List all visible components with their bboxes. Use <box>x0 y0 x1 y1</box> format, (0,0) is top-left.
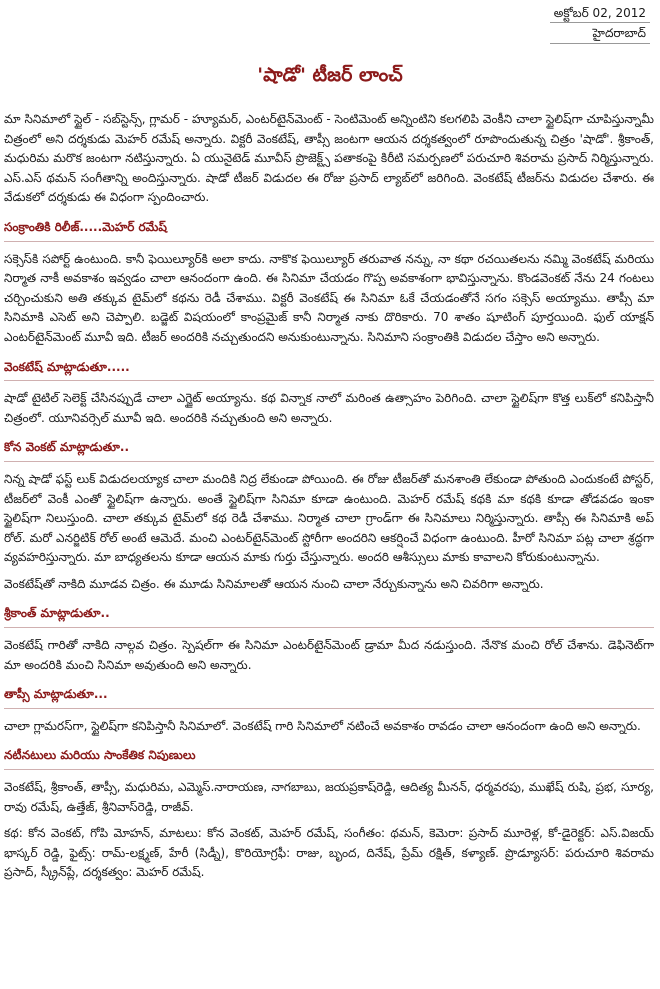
section-paragraph: షాడో టైటిల్ సెలెక్ట్ చేసినప్పుడే చాలా ఎగ్జైట్ అయ్యాను. కథ విన్నాక నాలో మరింత ఉత్సాహం పెరిగింది. చాలా స్టైలిష్‌గా కొత్త లుక్‌లో కనిపిస్తానీ చిత్రంలో. యూనివర్సెల్ మూవీ ఇది. అందరికి నచ్చుతుంది అని అన్నారు. <box>4 391 654 425</box>
section-paragraph: సక్సెస్‌కి సపోర్ట్ ఉంటుంది. కానీ ఫెయిల్యూర్‌కి అలా కాదు. నాకొక ఫెయిల్యూర్ తరువాత నన్ను, నా కథా రచయితలను నమ్మి వెంకటేష్ మరియు నిర్మాత నాకీ అవకాశం ఇవ్వడం చాలా ఆనందంగా ఉంది. ఈ సినిమా చేయడం గొప్ప అవకాశంగా భావిస్తున్నాను. కొండవెంకట్ నేను 24 గంటలు చర్చించుకుని అతి తక్కువ టైమ్‌లో కథను రెడీ చేశాము. విక్టరీ వెంకటేష్ ఈ సినిమా ఓకే చేయడంతోనే సగం సక్సెస్ అయ్యాము. తాప్సీ మా సినిమాకి ఎసెట్ అని చెప్పాలి. బడ్జెట్ విషయంలో కాంప్రమైజ్ కానీ నిర్మాత నాకు దొరికారు. 70 శాతం షూటింగ్ పూర్తయింది. ఫుల్ యాక్షన్ ఎంటర్‌టైన్‌మెంట్ మూవీ ఇది. టీజర్ అందరికి నచ్చుతుందని అనుకుంటున్నాను. సినిమాని సంక్రాంతికి విడుదల చేస్తాం అని అన్నారు. <box>4 251 654 344</box>
intro-paragraph: మా సినిమాలో స్టైల్ - సబ్‌స్టెన్స్, గ్లామర్ - హ్యూమర్, ఎంటర్‌టైన్‌మెంట్ - సెంటిమెంట్ అన్నింటిని కలగలిపి వెంకీని చాలా స్టైలిష్‌గా చూపిస్తున్నామీ చిత్రంలో అని దర్శకుడు మెహర్ రమేష్ అన్నారు. విక్టరీ వెంకటేష్, తాప్సీ జంటగా ఆయన దర్శకత్వంలో రూపొందుతున్న చిత్రం 'షాడో'. శ్రీకాంత్, మధురిమ మరొక జంటగా నటిస్తున్నారు. ఏ యునైటెడ్ మూవీస్ ప్రొజెక్ట్స్ పతాకంపై కిరీటి సమర్పణలో పరుచూరి శివరామ ప్రసాద్ నిర్మిస్తున్నారు. ఎస్.ఎస్ థమన్ సంగీతాన్ని అందిస్తున్నారు. షాడో టీజర్ విడుదల ఈ రోజు ప్రసాద్ ల్యాబ్‌లో జరిగింది. వెంకటేష్ టీజర్‌ను విడుదల చేశారు. ఈ వేడుకలో దర్శకుడు ఈ విధంగా స్పందించారు. <box>4 112 654 205</box>
date-divider <box>550 22 650 23</box>
section-kona-venkat <box>4 438 654 594</box>
section-venkatesh <box>4 358 654 429</box>
section-paragraph: వెంకటేష్ గారితో నాకిది నాల్గవ చిత్రం. స్పెషల్‌గా ఈ సినిమా ఎంటర్‌టైన్‌మెంట్ డ్రామా మీద నడుస్తుంది. నేనొక మంచి రోల్ చేశాను. డెఫినెట్‌గా మా అందరికి మంచి సినిమా అవుతుంది అని అన్నారు. <box>4 638 654 672</box>
cast-list: వెంకటేష్, శ్రీకాంత్, తాప్సీ, మధురిమ, ఎమ్మెస్.నారాయణ, నాగబాబు, జయప్రకాష్‌రెడ్డి, ఆదిత్య మీనన్, ధర్మవరపు, ముఖేష్ రుషి, ప్రభ, సూర్య, రావు రమేష్, ఉత్తేజ్, శ్రీనివాస్‌రెడ్డి, రాజీవ్. <box>4 780 654 814</box>
section-taapsee <box>4 685 654 736</box>
section-heading: శ్రీకాంత్ మాట్లాడుతూ.. <box>4 604 654 628</box>
article-title: 'షాడో' టీజర్ లాంచ్ <box>257 64 403 86</box>
section-paragraph: చాలా గ్లామరస్‌గా, స్టైలిష్‌గా కనిపిస్తానీ సినిమాలో. వెంకటేష్ గారి సినిమాలో నటించే అవకాశం రావడం చాలా ఆనందంగా ఉంది అని అన్నారు. <box>4 718 641 733</box>
section-srikanth <box>4 604 654 675</box>
place-divider <box>550 43 650 44</box>
crew-list: కథ: కోన వెంకట్, గోపి మోహన్, మాటలు: కోన వెంకట్, మెహర్ రమేష్, సంగీతం: థమన్, కెమెరా: ప్రసాద్ మూరెళ్ల, కో-డైరెక్టర్: ఎస్.విజయ్ భాస్కర్ రెడ్డి, ఫైట్స్: రామ్-లక్ష్మణ్, హేరీ (సిడ్నీ), కొరియోగ్రఫీ: రాజు, బృంద, దినేష్, ప్రేమ్ రక్షిత్, కళ్యాణ్. ప్రొడ్యూసర్: పరుచూరి శివరామ ప్రసాద్, స్క్రీన్‌ప్లే, దర్శకత్వం: మెహర్ రమేష్. <box>4 826 654 880</box>
section-paragraph: వెంకటేష్‌తో నాకిది మూడవ చిత్రం. ఈ మూడు సినిమాలతో ఆయన నుంచి చాలా నేర్చుకున్నాను అని చివరిగా అన్నారు. <box>4 576 544 591</box>
article-body <box>4 110 654 890</box>
article-place: హైదరాబాద్ <box>592 26 646 40</box>
dateline <box>554 3 646 43</box>
section-cast-crew <box>4 746 654 883</box>
section-heading: నటీనటులు మరియు సాంకేతిక నిపుణులు <box>4 746 654 770</box>
section-heading: వెంకటేష్ మాట్లాడుతూ..... <box>4 358 654 382</box>
section-paragraph: నిన్న షాడో ఫస్ట్ లుక్ విడుదలయ్యాక చాలా మందికి నిద్ర లేకుండా పోయింది. ఈ రోజు టీజర్‌తో మనశాంతి లేకుండా పోతుంది ఎందుకంటే పోస్టర్, టీజర్‌లో వెంకీ ఎంతో స్టైలిష్‌గా ఉన్నారు. అంతే స్టైలిష్‌గా సినిమా కూడా ఉంటుంది. మెహర్ రమేష్ కథకి మా కథకి కూడా తోడవడం ఇంకా స్టైలిష్‌గా నిలుస్తుంది. చాలా తక్కువ టైమ్‌లో కథ రెడీ చేశాము. నిర్మాత చాలా గ్రాండ్‌గా ఈ సినిమాలు నిర్మిస్తున్నారు. తాప్సీ ఈ సినిమాకి అప్ రోల్. మరో ఎనర్జిటిక్ రోల్ అంటే ఆమెదే. మంచి ఎంటర్‌టైన్‌మెంట్ స్టోరీగా అందరిని ఆకర్షించే విధంగా ఉంటుంది. హీరో సినిమా పట్ల చాలా శ్రద్ధగా వ్యవహరిస్తున్నారు. మా బాధ్యతలను కూడా ఆయన మాకు గుర్తు చేస్తున్నారు. అందరి ఆశీస్సులు మాకు కావాలని కోరుకుంటున్నాను. <box>4 471 654 565</box>
section-sankranti <box>4 218 654 348</box>
section-heading: కోన వెంకట్ మాట్లాడుతూ.. <box>4 438 654 462</box>
section-heading: తాప్సీ మాట్లాడుతూ... <box>4 685 654 709</box>
article-date: అక్టోబర్ 02, 2012 <box>553 6 646 20</box>
section-heading: సంక్రాంతికి రిలీజ్.....మెహర్ రమేష్ <box>4 218 654 242</box>
